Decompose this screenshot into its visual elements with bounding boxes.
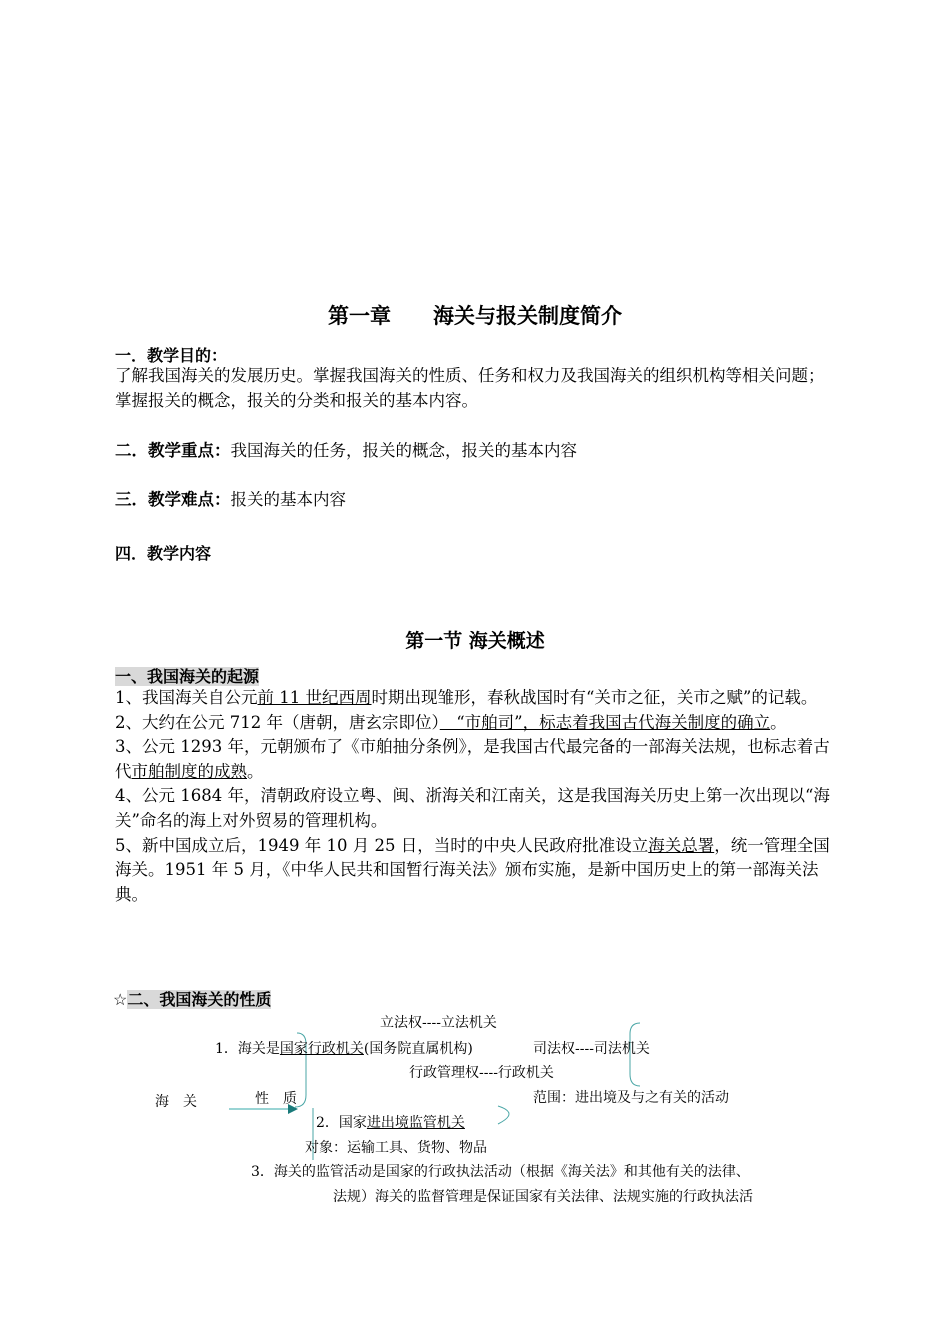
power-judicial: 司法权----司法机关 — [533, 1041, 650, 1057]
objectives-text: 了解我国海关的发展历史。掌握我国海关的性质、任务和权力及我国海关的组织机构等相关问题；掌握报关的概念，报关的分类和报关的基本内容。 — [115, 366, 825, 410]
focus-heading: 二．教学重点： — [115, 441, 231, 460]
difficulty-text: 报关的基本内容 — [230, 490, 346, 509]
objectives-heading: 一．教学目的： — [115, 346, 228, 365]
nature-point-3-line2: 法规）海关的监督管理是保证国家有关法律、法规实施的行政执法活 — [333, 1189, 753, 1205]
origin-item: 1、我国海关自公元前 11 世纪西周时期出现雏形，春秋战国时有“关市之征，关市之赋”的记载。 — [115, 688, 818, 707]
label-nature: 性 质 — [255, 1091, 297, 1107]
nature-point-2: 2．国家进出境监管机关 — [316, 1115, 465, 1131]
nature-heading: 二、我国海关的性质 — [127, 990, 272, 1009]
origin-item: 2、大约在公元 712 年（唐朝，唐玄宗即位） “市舶司”，标志着我国古代海关制度的确立。 — [115, 712, 787, 732]
focus-text: 我国海关的任务，报关的概念，报关的基本内容 — [230, 441, 577, 460]
scope-connector — [498, 1106, 509, 1124]
content-heading: 四．教学内容 — [115, 544, 212, 563]
nature-point-1: 1．海关是国家行政机关(国务院直属机构) — [215, 1041, 473, 1057]
nature-point-3-line1: 3．海关的监管活动是国家的行政执法活动（根据《海关法》和其他有关的法律、 — [251, 1164, 750, 1180]
section-title: 第一节 海关概述 — [405, 630, 545, 652]
origin-item: 3、公元 1293 年，元朝颁布了《市舶抽分条例》，是我国古代最完备的一部海关法规，也标志着古代市舶制度的成熟。 — [115, 737, 830, 781]
origin-item: 4、公元 1684 年，清朝政府设立粤、闽、浙海关和江南关，这是我国海关历史上第一次出现以“海关”命名的海上对外贸易的管理机构。 — [115, 786, 830, 830]
star-icon: ☆ — [113, 990, 128, 1009]
chapter-title: 第一章 海关与报关制度简介 — [328, 304, 622, 328]
object-text: 对象：运输工具、货物、物品 — [305, 1140, 487, 1156]
power-administrative: 行政管理权----行政机关 — [409, 1065, 554, 1081]
difficulty-heading: 三．教学难点： — [115, 490, 231, 509]
origin-item: 5、新中国成立后，1949 年 10 月 25 日，当时的中央人民政府批准设立海关总署，统一管理全国海关。1951 年 5 月，《中华人民共和国暂行海关法》颁布实施，是新中国历史上的第一部海关法典。 — [115, 835, 830, 904]
scope-text: 范围：进出境及与之有关的活动 — [533, 1090, 729, 1106]
label-customs: 海 关 — [155, 1094, 197, 1110]
power-legislative: 立法权----立法机关 — [380, 1015, 497, 1031]
origin-heading: 一、我国海关的起源 — [115, 667, 260, 686]
